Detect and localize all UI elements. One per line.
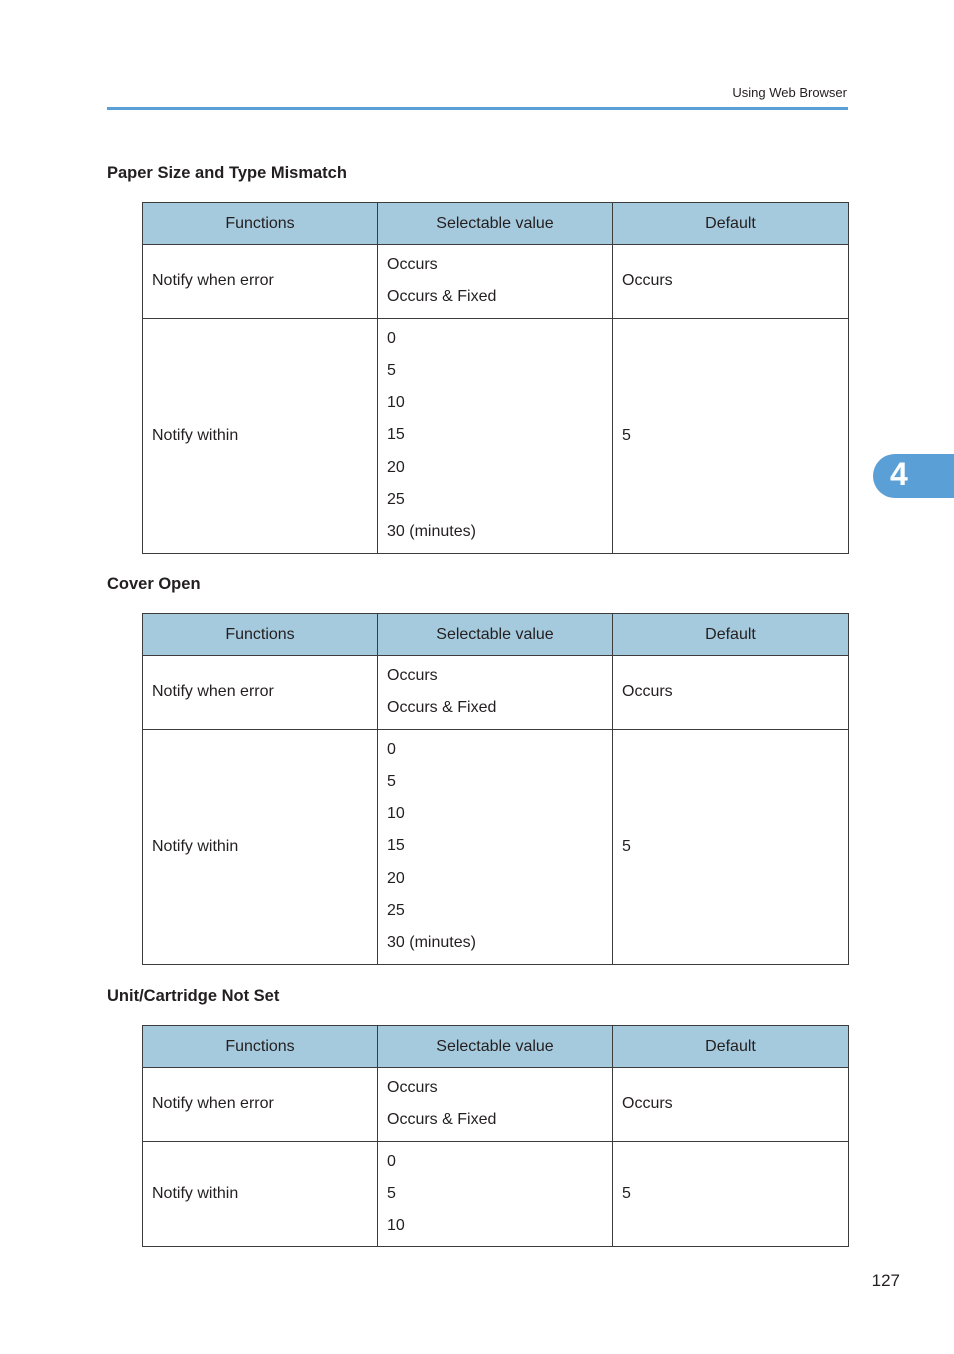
value-item: 5 bbox=[387, 772, 396, 790]
value-item: 30 (minutes) bbox=[387, 523, 476, 541]
value-item: 5 bbox=[387, 1184, 396, 1202]
page-number: 127 bbox=[871, 1271, 900, 1290]
value-item: 0 bbox=[387, 1152, 396, 1170]
values-cell bbox=[378, 1068, 613, 1142]
header-rule bbox=[107, 107, 848, 110]
function-cell: Notify within bbox=[143, 729, 378, 964]
table-header-row bbox=[143, 614, 849, 656]
value-item: Occurs bbox=[387, 1079, 438, 1096]
column-header-functions: Functions bbox=[143, 1026, 378, 1068]
column-header-selectable-value: Selectable value bbox=[378, 614, 613, 656]
values-cell bbox=[378, 729, 613, 964]
value-item: 20 bbox=[387, 869, 405, 887]
value-item: 10 bbox=[387, 1217, 405, 1235]
table-header-row bbox=[143, 1026, 849, 1068]
value-item: 5 bbox=[387, 361, 396, 379]
column-header-selectable-value: Selectable value bbox=[378, 1026, 613, 1068]
value-item: 15 bbox=[387, 426, 405, 444]
column-header-default: Default bbox=[613, 1026, 849, 1068]
column-header-selectable-value: Selectable value bbox=[378, 203, 613, 245]
value-item: 15 bbox=[387, 837, 405, 855]
function-cell: Notify within bbox=[143, 1141, 378, 1247]
default-cell: 5 bbox=[613, 318, 849, 553]
function-cell: Notify when error bbox=[143, 1068, 378, 1142]
value-item: Occurs & Fixed bbox=[387, 699, 497, 717]
values-cell bbox=[378, 1141, 613, 1247]
value-item: 0 bbox=[387, 329, 396, 347]
settings-table-unit-cartridge bbox=[142, 1025, 849, 1247]
value-item: 10 bbox=[387, 394, 405, 412]
column-header-functions: Functions bbox=[143, 614, 378, 656]
value-item: Occurs bbox=[387, 667, 438, 684]
value-item: 20 bbox=[387, 458, 405, 476]
section-heading-paper-mismatch: Paper Size and Type Mismatch bbox=[107, 164, 347, 182]
table-header-row bbox=[143, 203, 849, 245]
function-cell: Notify within bbox=[143, 318, 378, 553]
default-cell: Occurs bbox=[613, 245, 849, 319]
table-row bbox=[143, 1068, 849, 1142]
function-cell: Notify when error bbox=[143, 656, 378, 730]
values-cell bbox=[378, 245, 613, 319]
default-cell: 5 bbox=[613, 729, 849, 964]
table-row bbox=[143, 729, 849, 964]
value-item: Occurs & Fixed bbox=[387, 288, 497, 306]
settings-table-paper-mismatch bbox=[142, 202, 849, 554]
value-item: 30 (minutes) bbox=[387, 934, 476, 952]
default-cell: Occurs bbox=[613, 656, 849, 730]
column-header-functions: Functions bbox=[143, 203, 378, 245]
value-item: 25 bbox=[387, 491, 405, 509]
section-heading-unit-cartridge: Unit/Cartridge Not Set bbox=[107, 987, 280, 1005]
values-cell bbox=[378, 318, 613, 553]
value-item: 25 bbox=[387, 902, 405, 920]
table-row bbox=[143, 1141, 849, 1247]
value-item: 0 bbox=[387, 740, 396, 758]
value-item: Occurs & Fixed bbox=[387, 1111, 497, 1129]
running-header: Using Web Browser bbox=[732, 85, 847, 100]
default-cell: Occurs bbox=[613, 1068, 849, 1142]
value-item: 10 bbox=[387, 805, 405, 823]
value-item: Occurs bbox=[387, 256, 438, 273]
settings-table-cover-open bbox=[142, 613, 849, 965]
table-row bbox=[143, 656, 849, 730]
table-row bbox=[143, 245, 849, 319]
column-header-default: Default bbox=[613, 614, 849, 656]
column-header-default: Default bbox=[613, 203, 849, 245]
function-cell: Notify when error bbox=[143, 245, 378, 319]
values-cell bbox=[378, 656, 613, 730]
section-heading-cover-open: Cover Open bbox=[107, 575, 201, 593]
chapter-tab bbox=[873, 454, 954, 498]
table-row bbox=[143, 318, 849, 553]
default-cell: 5 bbox=[613, 1141, 849, 1247]
chapter-number: 4 bbox=[890, 456, 908, 492]
